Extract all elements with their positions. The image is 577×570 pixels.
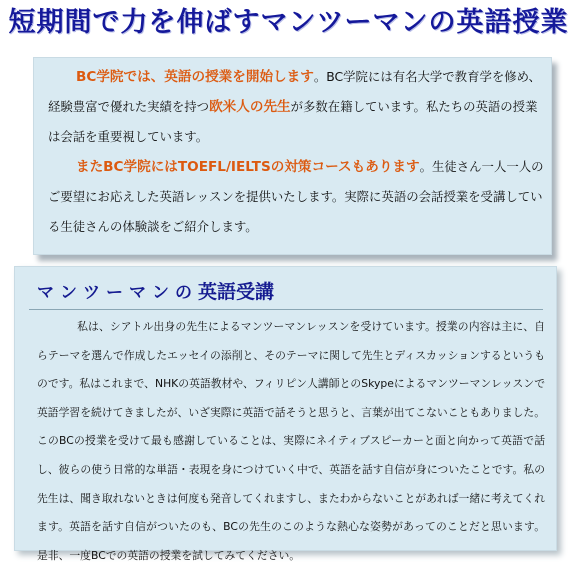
intro-text-2: が多数在籍しています。私たちの英語の授業は会話を重要視しています。 xyxy=(48,99,538,144)
title-divider xyxy=(29,309,543,310)
intro-text-1: 。BC学院には有名大学で教育学を修め、経験豊富で優れた実績を持つ xyxy=(48,69,541,114)
intro-text-3: 。生徒さん一人一人のご要望にお応えした英語レッスンを提供いたします。実際に英語の会話授業を受講している生徒さんの体験談をご紹介します。 xyxy=(48,159,544,234)
testimonial-body-text: 私は、シアトル出身の先生によるマンツーマンレッスンを受けています。授業の内容は主に、自らテーマを選んで作成したエッセイの添削と、そのテーマに関して先生とディスカッションするというものです。私はこれまで、NHKの英語教材や、フィリピン人講師とのSkypeによるマンツーマンレッスンで英語学習を続けてきましたが、いざ実際に英語で話そうと思うと、言葉が出てこないこともありました。このBCの授業を受けて最も感謝していることは、実際にネイティブスピーカーと面と向かって英語で話し、彼らの使う日常的な単語・表現を身につけていく中で、英語を話す自信が身についたことです。私の先生は、聞き取れないときは何度も発音してくれますし、またわからないことがあれば一緒に考えてくれます。英語を話す自信がついたのも、BCの先生のこのような熱心な姿勢があってのことだと思います。是非、一度BCでの英語の授業を試してみてください。 xyxy=(37,320,545,562)
intro-highlight-teachers: 欧米人の先生 xyxy=(209,99,291,115)
intro-paragraph-1 xyxy=(48,62,544,152)
intro-box xyxy=(33,57,552,255)
testimonial-title-kana: マンツーマンの xyxy=(37,283,198,303)
intro-highlight-school: BC学院では、英語の授業を開始します xyxy=(76,69,314,85)
testimonial-title-kanji: 英語受講 xyxy=(198,281,275,303)
intro-highlight-toefl: またBC学院にはTOEFL/IELTSの対策コースもあります xyxy=(76,159,420,175)
page-headline: 短期間で力を伸ばすマンツーマンの英語授業 xyxy=(8,7,569,38)
testimonial-box xyxy=(14,266,557,562)
intro-paragraph-2 xyxy=(48,152,544,242)
testimonial-body xyxy=(37,313,545,570)
testimonial-title xyxy=(37,279,274,305)
